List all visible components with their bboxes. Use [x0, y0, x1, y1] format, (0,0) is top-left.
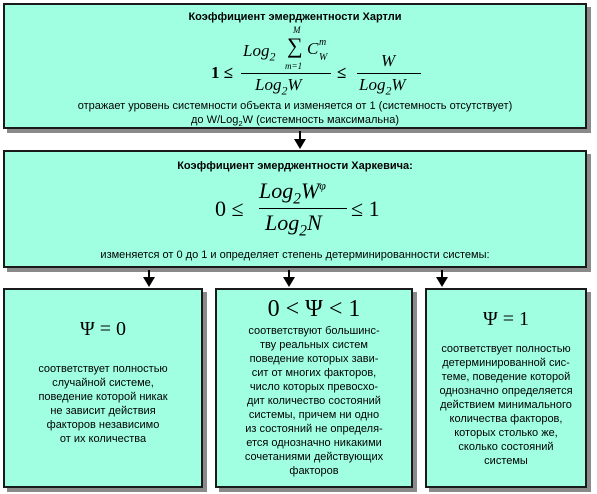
hartley-lhs: 1 ≤: [211, 63, 234, 82]
hartley-num-log: Log$_2$: [243, 41, 276, 64]
case-box-3: [425, 288, 587, 488]
arrow-hartley-to-kharkevich: [299, 131, 301, 140]
hartley-sum-term: C m W: [307, 37, 328, 63]
kharkevich-rhs: ≤ 1: [351, 196, 380, 221]
kharkevich-desc: изменяется от 0 до 1 и определяет степень детерминированности системы:: [100, 249, 490, 261]
kharkevich-den: Log$_2$N: [265, 210, 322, 240]
hartley-main-fraction: [241, 27, 331, 97]
case-1-formula: Ψ = 0: [79, 318, 127, 340]
kharkevich-formula: [215, 178, 385, 242]
case-3-formula: Ψ = 1: [482, 308, 530, 330]
arrow-to-case-1: [148, 270, 150, 278]
hartley-rhs-num: W: [381, 51, 396, 70]
case-box-2: [215, 288, 413, 488]
case-box-1: [3, 288, 203, 488]
hartley-sum-symbol: ∑: [287, 33, 303, 58]
kharkevich-num: $Log_2W^\varphi$: [259, 178, 326, 208]
hartley-sum-bottom: m=1: [285, 61, 303, 71]
kharkevich-fraction: [259, 178, 347, 242]
case-3-text: соответствует полностью детерминированной сис- теме, поведение которой однозначно определяется действием минимального количества факторов, которых столько же, сколько состояний системы: [439, 343, 573, 467]
hartley-sum-top: M: [293, 25, 301, 35]
kharkevich-title: Коэффициент эмерджентности Харкевича:: [177, 160, 413, 172]
kharkevich-lhs: 0 ≤: [215, 196, 244, 221]
case-2-formula: 0 < Ψ < 1: [267, 296, 361, 322]
case-2-text: соответствуют большинс- тву реальных систем поведение которых зави- сит от многих факторов, число которых превосхо- дит количество состояний системы, причем ни одно из состояний не определя- ется однозначно никакими сочетаниями действующих факторов: [244, 325, 384, 477]
arrow-to-case-3: [441, 270, 443, 278]
hartley-desc-line1: отражает уровень системности объекта и изменяется от 1 (системность отсутствует): [77, 100, 513, 112]
hartley-rhs-fraction: [357, 49, 421, 97]
arrow-to-case-2: [288, 270, 290, 278]
hartley-den: Log$_2$W: [255, 75, 302, 98]
case-1-text: соответствует полностью случайной системе, поведение которой никак не зависит действия факторов независимо от их количества: [38, 363, 168, 445]
hartley-box: [3, 3, 587, 129]
hartley-desc-line2: до W/Log$_2$W (системность максимальна): [191, 114, 399, 129]
hartley-mid-op: ≤: [337, 63, 347, 82]
kharkevich-box: [3, 150, 587, 268]
hartley-title: Коэффициент эмерджентности Хартли: [188, 11, 402, 23]
hartley-rhs-den: Log$_2$W: [359, 75, 406, 98]
